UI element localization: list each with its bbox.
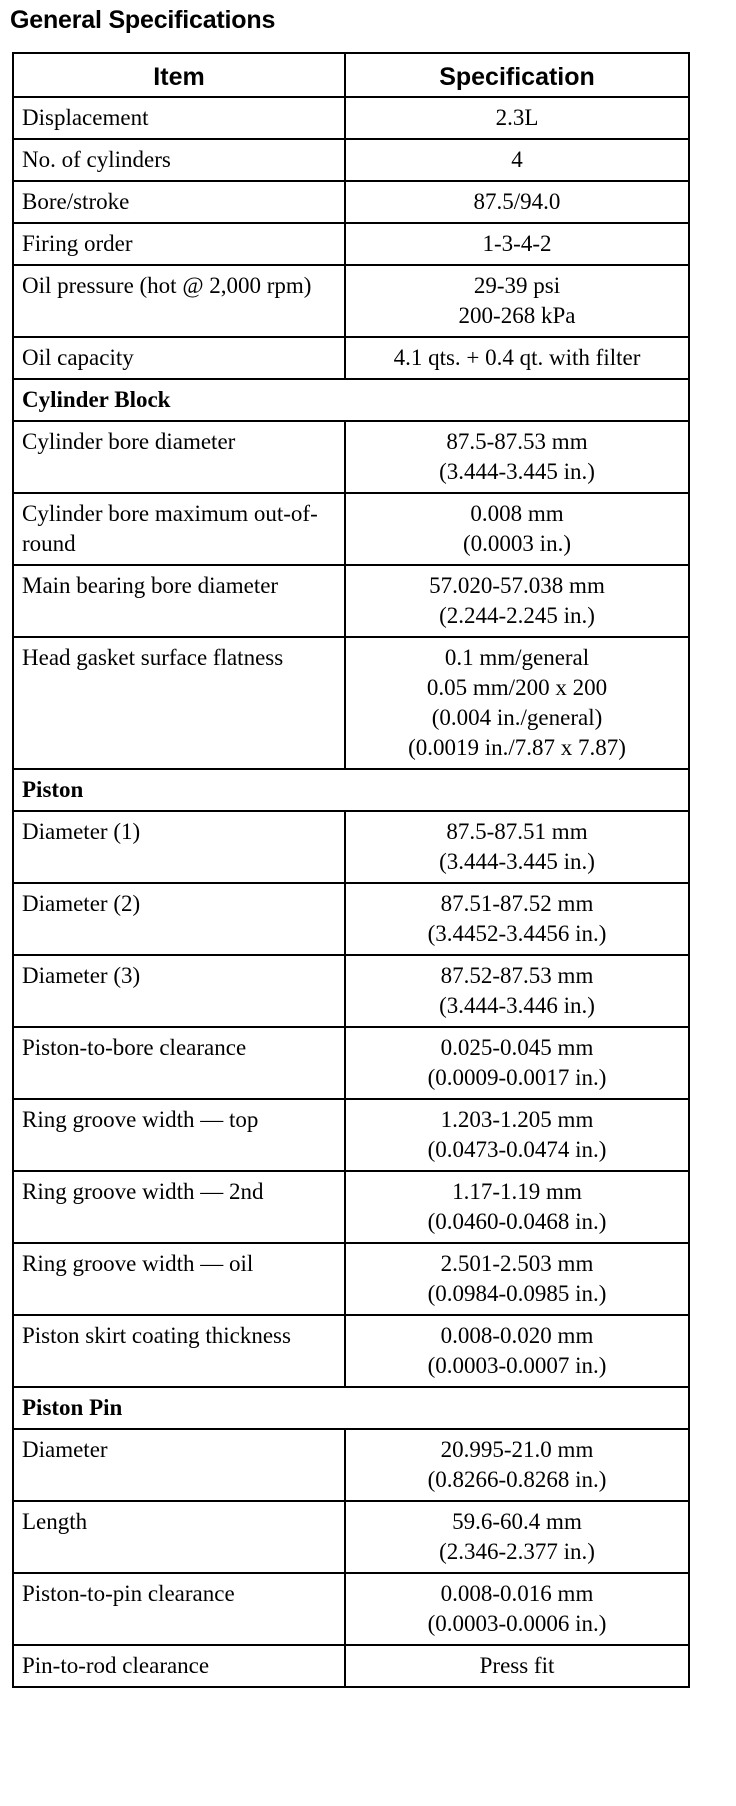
specification-value: 2.501-2.503 mm — [440, 1251, 594, 1276]
specification-value: (0.004 in./general) — [431, 705, 603, 730]
specification-cell — [345, 265, 689, 337]
page-title: General Specifications — [10, 6, 276, 34]
table-row — [13, 337, 689, 379]
specification-cell — [345, 1429, 689, 1501]
specification-cell — [345, 565, 689, 637]
item-cell: Ring groove width — 2nd — [13, 1171, 345, 1243]
table-row — [13, 811, 689, 883]
section-row — [13, 379, 689, 421]
item-cell: Piston-to-pin clearance — [13, 1573, 345, 1645]
section-heading: Piston — [13, 769, 689, 811]
specification-value: 87.51-87.52 mm — [440, 891, 594, 916]
specification-value: 4 — [511, 147, 523, 172]
specification-value: (0.0003 in.) — [463, 531, 571, 556]
item-cell: Main bearing bore diameter — [13, 565, 345, 637]
specification-value: 0.008-0.016 mm — [440, 1581, 594, 1606]
specification-cell — [345, 181, 689, 223]
column-header-specification: Specification — [345, 53, 689, 97]
table-row — [13, 565, 689, 637]
specifications-table — [12, 52, 690, 1688]
item-cell: Cylinder bore maximum out-of-round — [13, 493, 345, 565]
specification-value: 87.52-87.53 mm — [440, 963, 594, 988]
specification-value: (0.0019 in./7.87 x 7.87) — [408, 735, 626, 760]
specification-value: 200-268 kPa — [458, 303, 576, 328]
specification-value: 2.3L — [495, 105, 539, 130]
specification-value: 87.5-87.51 mm — [446, 819, 588, 844]
specification-cell — [345, 139, 689, 181]
specification-value: (3.444-3.445 in.) — [439, 849, 595, 874]
item-cell: Ring groove width — top — [13, 1099, 345, 1171]
column-header-item: Item — [13, 53, 345, 97]
table-header-row — [13, 53, 689, 97]
specification-value: 29-39 psi — [473, 273, 561, 298]
item-cell: Firing order — [13, 223, 345, 265]
specification-cell — [345, 337, 689, 379]
table-row — [13, 1501, 689, 1573]
table-row — [13, 223, 689, 265]
specification-value: Press fit — [479, 1653, 555, 1678]
specification-cell — [345, 1243, 689, 1315]
specification-value: (0.0003-0.0007 in.) — [427, 1353, 607, 1378]
specification-value: (3.444-3.446 in.) — [439, 993, 595, 1018]
specification-value: (0.8266-0.8268 in.) — [427, 1467, 607, 1492]
specification-cell — [345, 1645, 689, 1687]
specification-value: (0.0460-0.0468 in.) — [427, 1209, 607, 1234]
item-cell: Piston skirt coating thickness — [13, 1315, 345, 1387]
specification-cell — [345, 955, 689, 1027]
item-cell: Diameter (3) — [13, 955, 345, 1027]
table-row — [13, 955, 689, 1027]
specification-value: 1-3-4-2 — [482, 231, 552, 256]
specification-value: 87.5/94.0 — [473, 189, 561, 214]
section-row — [13, 769, 689, 811]
specification-value: 0.025-0.045 mm — [440, 1035, 594, 1060]
specification-value: 4.1 qts. + 0.4 qt. with filter — [393, 345, 641, 370]
specification-cell — [345, 97, 689, 139]
specification-cell — [345, 637, 689, 769]
specification-value: 0.05 mm/200 x 200 — [426, 675, 608, 700]
specification-cell — [345, 1027, 689, 1099]
table-row — [13, 637, 689, 769]
item-cell: Head gasket surface flatness — [13, 637, 345, 769]
table-row — [13, 181, 689, 223]
table-row — [13, 1027, 689, 1099]
specification-value: 0.008-0.020 mm — [440, 1323, 594, 1348]
specification-value: 0.1 mm/general — [444, 645, 590, 670]
item-cell: Oil pressure (hot @ 2,000 rpm) — [13, 265, 345, 337]
specification-cell — [345, 1315, 689, 1387]
specification-value: (3.444-3.445 in.) — [439, 459, 595, 484]
specification-cell — [345, 1573, 689, 1645]
specification-cell — [345, 223, 689, 265]
specification-value: (2.346-2.377 in.) — [439, 1539, 595, 1564]
table-row — [13, 1429, 689, 1501]
specification-cell — [345, 1099, 689, 1171]
table-row — [13, 883, 689, 955]
item-cell: Diameter (1) — [13, 811, 345, 883]
specification-value: 59.6-60.4 mm — [452, 1509, 582, 1534]
section-heading: Piston Pin — [13, 1387, 689, 1429]
item-cell: Length — [13, 1501, 345, 1573]
item-cell: Pin-to-rod clearance — [13, 1645, 345, 1687]
item-cell: No. of cylinders — [13, 139, 345, 181]
table-row — [13, 1243, 689, 1315]
specification-cell — [345, 1501, 689, 1573]
item-cell: Cylinder bore diameter — [13, 421, 345, 493]
item-cell: Oil capacity — [13, 337, 345, 379]
specification-cell — [345, 1171, 689, 1243]
specification-cell — [345, 811, 689, 883]
table-row — [13, 1171, 689, 1243]
table-row — [13, 1315, 689, 1387]
specification-cell — [345, 493, 689, 565]
item-cell: Ring groove width — oil — [13, 1243, 345, 1315]
table-row — [13, 97, 689, 139]
section-row — [13, 1387, 689, 1429]
specification-value: (0.0473-0.0474 in.) — [427, 1137, 607, 1162]
table-row — [13, 1099, 689, 1171]
specification-value: 1.17-1.19 mm — [452, 1179, 582, 1204]
specification-value: (0.0984-0.0985 in.) — [427, 1281, 607, 1306]
specification-value: (3.4452-3.4456 in.) — [427, 921, 607, 946]
table-row — [13, 265, 689, 337]
specification-value: (0.0003-0.0006 in.) — [427, 1611, 607, 1636]
table-row — [13, 421, 689, 493]
specification-value: 0.008 mm — [470, 501, 564, 526]
specification-value: (0.0009-0.0017 in.) — [427, 1065, 607, 1090]
specification-cell — [345, 421, 689, 493]
specification-value: 1.203-1.205 mm — [440, 1107, 594, 1132]
table-row — [13, 1645, 689, 1687]
specification-value: 87.5-87.53 mm — [446, 429, 588, 454]
item-cell: Diameter (2) — [13, 883, 345, 955]
specification-value: (2.244-2.245 in.) — [439, 603, 595, 628]
item-cell: Bore/stroke — [13, 181, 345, 223]
item-cell: Displacement — [13, 97, 345, 139]
specification-value: 57.020-57.038 mm — [429, 573, 605, 598]
specification-value: 20.995-21.0 mm — [440, 1437, 594, 1462]
specification-cell — [345, 883, 689, 955]
item-cell: Piston-to-bore clearance — [13, 1027, 345, 1099]
section-heading: Cylinder Block — [13, 379, 689, 421]
table-row — [13, 1573, 689, 1645]
table-row — [13, 493, 689, 565]
item-cell: Diameter — [13, 1429, 345, 1501]
table-body — [13, 97, 689, 1687]
table-row — [13, 139, 689, 181]
